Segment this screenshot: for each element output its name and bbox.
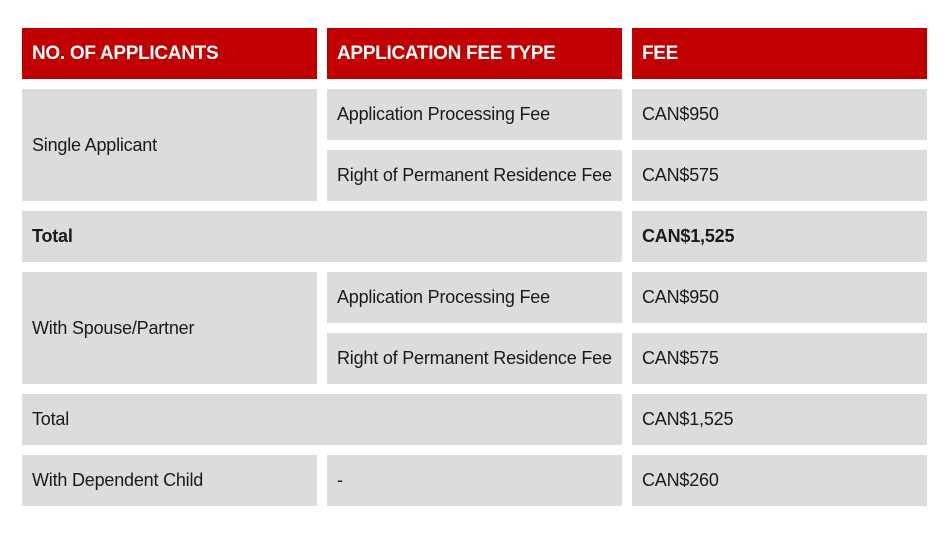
child-fee: CAN$260 [632,455,927,506]
single-processing-type: Application Processing Fee [327,89,622,140]
spouse-total-fee: CAN$1,525 [632,394,927,445]
single-applicant-label: Single Applicant [22,89,317,201]
single-rprf-type: Right of Permanent Residence Fee [327,150,622,201]
single-total-label: Total [22,211,622,262]
header-applicants: NO. OF APPLICANTS [22,28,317,79]
header-fee-type: APPLICATION FEE TYPE [327,28,622,79]
spouse-processing-fee: CAN$950 [632,272,927,323]
single-total-fee: CAN$1,525 [632,211,927,262]
spouse-rprf-fee: CAN$575 [632,333,927,384]
single-processing-fee: CAN$950 [632,89,927,140]
header-fee: FEE [632,28,927,79]
child-fee-type: - [327,455,622,506]
child-label: With Dependent Child [22,455,317,506]
spouse-processing-type: Application Processing Fee [327,272,622,323]
fee-table [22,28,926,506]
spouse-total-label: Total [22,394,622,445]
spouse-label: With Spouse/Partner [22,272,317,384]
single-rprf-fee: CAN$575 [632,150,927,201]
spouse-rprf-type: Right of Permanent Residence Fee [327,333,622,384]
